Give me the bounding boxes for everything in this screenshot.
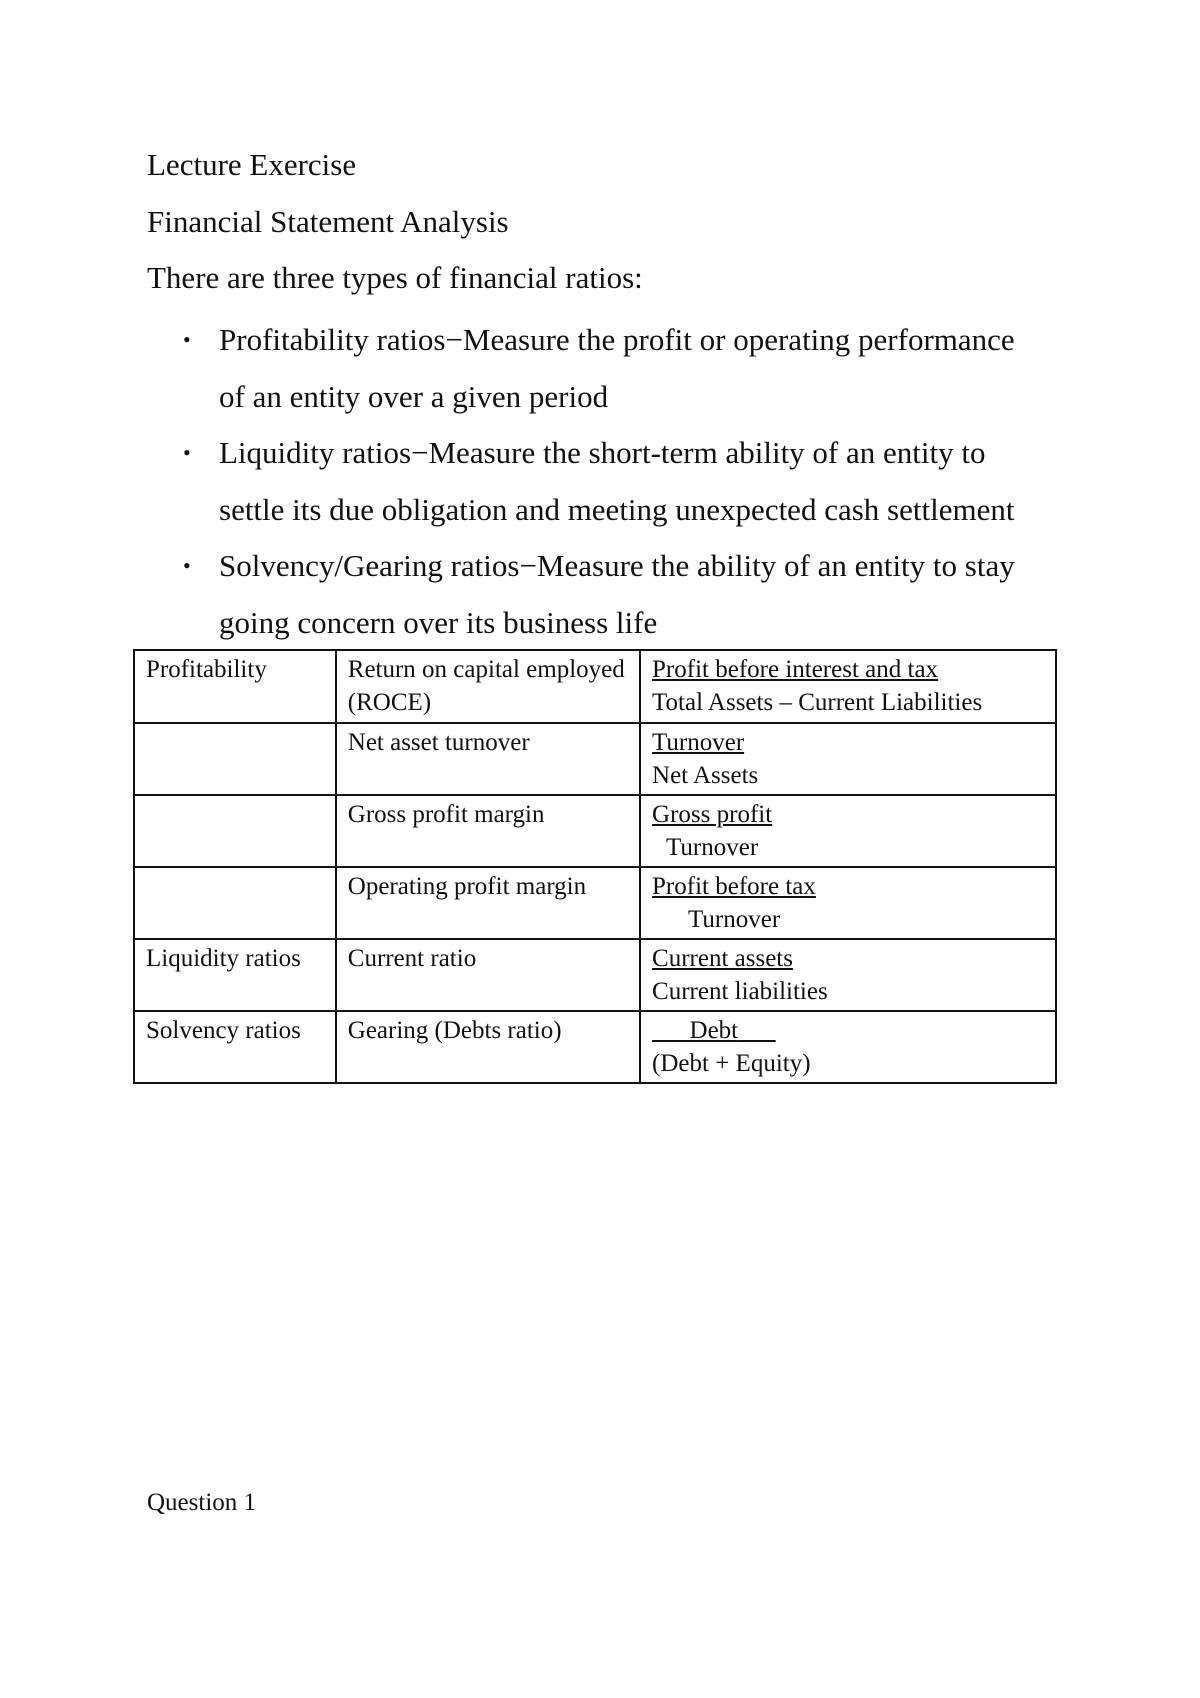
bullet-icon: • — [183, 440, 191, 465]
bullet-line: Profitability ratios−Measure the profit or operating performance — [219, 322, 1015, 357]
formula-numerator: Profit before tax — [652, 873, 816, 900]
formula-numerator: Turnover — [652, 729, 745, 756]
ratio-name-cell: Gearing (Debts ratio) — [336, 1011, 640, 1083]
formula-denominator: Current liabilities — [652, 978, 828, 1005]
ratio-name-cell: Gross profit margin — [336, 795, 640, 867]
formula-denominator: (Debt + Equity) — [652, 1050, 811, 1077]
formula-cell — [640, 867, 1056, 939]
bullet-line: Solvency/Gearing ratios−Measure the ability of an entity to stay — [219, 548, 1015, 583]
formula-numerator — [652, 1014, 1045, 1047]
formula-numerator-text: Debt — [689, 1017, 739, 1044]
formula-cell — [640, 939, 1056, 1011]
ratios-table — [133, 649, 1057, 1084]
category-cell: Liquidity ratios — [134, 939, 336, 1011]
category-cell: Solvency ratios — [134, 1011, 336, 1083]
bullet-icon: • — [183, 327, 191, 352]
bullet-line: settle its due obligation and meeting unexpected cash settlement — [219, 491, 1015, 527]
formula-denominator: Net Assets — [652, 762, 759, 789]
ratio-name-cell: Return on capital employed (ROCE) — [336, 650, 640, 723]
category-cell — [134, 795, 336, 867]
table-row — [134, 1011, 1056, 1083]
formula-numerator: Current assets — [652, 945, 793, 972]
page-subtitle: Financial Statement Analysis — [147, 204, 509, 239]
category-cell — [134, 723, 336, 795]
formula-numerator: Profit before interest and tax — [652, 656, 939, 683]
page-title: Lecture Exercise — [147, 147, 357, 182]
list-item — [147, 538, 1087, 651]
list-item — [147, 312, 1087, 425]
bullet-line: Liquidity ratios−Measure the short-term ability of an entity to — [219, 435, 986, 470]
intro-text: There are three types of financial ratios: — [147, 260, 643, 295]
formula-denominator: Turnover — [688, 906, 781, 933]
ratio-name-cell: Current ratio — [336, 939, 640, 1011]
formula-denominator: Turnover — [666, 834, 759, 861]
formula-cell — [640, 1011, 1056, 1083]
category-cell: Profitability — [134, 650, 336, 723]
category-cell — [134, 867, 336, 939]
table-row — [134, 795, 1056, 867]
formula-cell — [640, 795, 1056, 867]
table-row — [134, 650, 1056, 723]
question-heading: Question 1 — [147, 1489, 257, 1516]
formula-denominator: Total Assets – Current Liabilities — [652, 689, 983, 716]
bullet-icon: • — [183, 553, 191, 578]
table-row — [134, 939, 1056, 1011]
list-item — [147, 425, 1087, 538]
table-row — [134, 723, 1056, 795]
table-row — [134, 867, 1056, 939]
ratio-name-cell: Net asset turnover — [336, 723, 640, 795]
formula-numerator: Gross profit — [652, 801, 773, 828]
ratio-types-list — [147, 312, 1087, 651]
formula-cell — [640, 650, 1056, 723]
bullet-line: going concern over its business life — [219, 604, 658, 640]
formula-cell — [640, 723, 1056, 795]
ratio-name-cell: Operating profit margin — [336, 867, 640, 939]
bullet-line: of an entity over a given period — [219, 378, 609, 414]
